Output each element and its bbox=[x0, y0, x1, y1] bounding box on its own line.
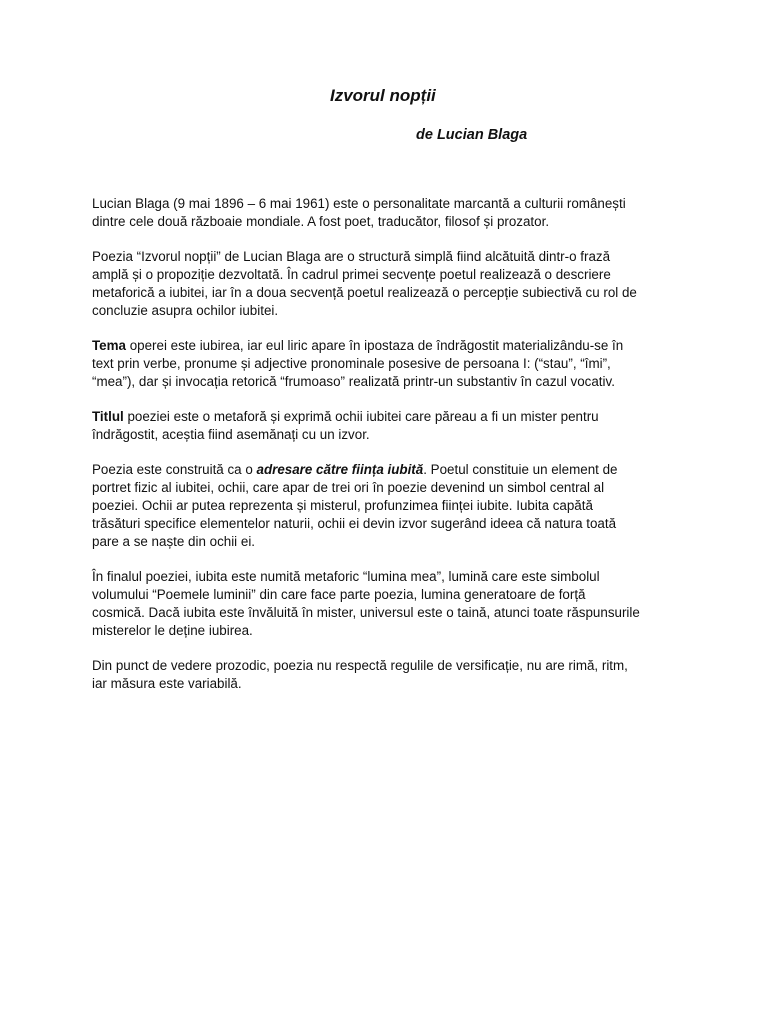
text-line: iar măsura este variabilă. bbox=[92, 676, 242, 691]
text-line: volumului “Poemele luminii” din care face parte poezia, lumina generatoare de forță bbox=[92, 587, 586, 602]
document-author: de Lucian Blaga bbox=[416, 127, 528, 143]
paragraph-structure bbox=[92, 248, 680, 320]
text-line: concluzie asupra ochilor iubitei. bbox=[92, 303, 279, 318]
text-line: amplă și o propoziție dezvoltată. În cadrul primei secvențe poetul realizează o descriere bbox=[92, 267, 611, 282]
paragraph-intro bbox=[92, 195, 680, 231]
text-segment: . Poetul constituie un element de bbox=[423, 462, 618, 477]
text-line: “mea”), dar și invocația retorică “frumoaso” realizată printr-un substantiv în cazul vocativ. bbox=[92, 374, 615, 389]
text-line: dintre cele două războaie mondiale. A fost poet, traducător, filosof și prozator. bbox=[92, 214, 550, 229]
paragraph-theme bbox=[92, 337, 680, 391]
text-line bbox=[92, 461, 680, 479]
text-line: trăsături specifice elementelor naturii, ochii ei devin izvor sugerând ideea că natura toată bbox=[92, 516, 617, 531]
text-line: text prin verbe, pronume și adjective pronominale posesive de persoana I: (“stau”, “îmi”, bbox=[92, 356, 611, 371]
text-line: metaforică a iubitei, iar în a doua secvență poetul realizează o percepție subiectivă cu rol de bbox=[92, 285, 637, 300]
text-line: portret fizic al iubitei, ochii, care apar de trei ori în poezie devenind un simbol central al bbox=[92, 480, 605, 495]
paragraph-prosody bbox=[92, 657, 680, 693]
text-line: Din punct de vedere prozodic, poezia nu respectă regulile de versificație, nu are rimă, ritm, bbox=[92, 658, 628, 673]
paragraph-finale bbox=[92, 568, 680, 640]
text-line bbox=[92, 337, 680, 355]
bold-lead-word: Titlul bbox=[92, 409, 124, 424]
text-line: pare a se naște din ochii ei. bbox=[92, 534, 256, 549]
text-segment: Poezia este construită ca o bbox=[92, 462, 257, 477]
text-line: poeziei. Ochii ar putea reprezenta și misterul, profunzimea ființei iubite. Iubita capătă bbox=[92, 498, 593, 513]
text-line: În finalul poeziei, iubita este numită metaforic “lumina mea”, lumină care este simbolul bbox=[92, 569, 600, 584]
text-segment: poeziei este o metaforă și exprimă ochii iubitei care păreau a fi un mister pentru bbox=[123, 409, 599, 424]
bold-lead-word: Tema bbox=[92, 338, 126, 353]
paragraph-title-meaning bbox=[92, 408, 680, 444]
document-title: Izvorul nopții bbox=[330, 86, 436, 105]
text-line: misterelor le deține iubirea. bbox=[92, 623, 253, 638]
text-line: cosmică. Dacă iubita este învăluită în mister, universul este o taină, atunci toate răspunsurile bbox=[92, 605, 640, 620]
emphasis-phrase: adresare către ființa iubită bbox=[256, 462, 424, 477]
document-body bbox=[92, 195, 680, 710]
text-line bbox=[92, 408, 680, 426]
paragraph-construction bbox=[92, 461, 680, 551]
text-line: îndrăgostit, aceștia fiind asemănați cu un izvor. bbox=[92, 427, 370, 442]
text-line: Poezia “Izvorul nopții” de Lucian Blaga are o structură simplă fiind alcătuită dintr-o frază bbox=[92, 249, 611, 264]
text-line: Lucian Blaga (9 mai 1896 – 6 mai 1961) este o personalitate marcantă a culturii românești bbox=[92, 196, 626, 211]
text-segment: operei este iubirea, iar eul liric apare în ipostaza de îndrăgostit materializându-se în bbox=[126, 338, 624, 353]
